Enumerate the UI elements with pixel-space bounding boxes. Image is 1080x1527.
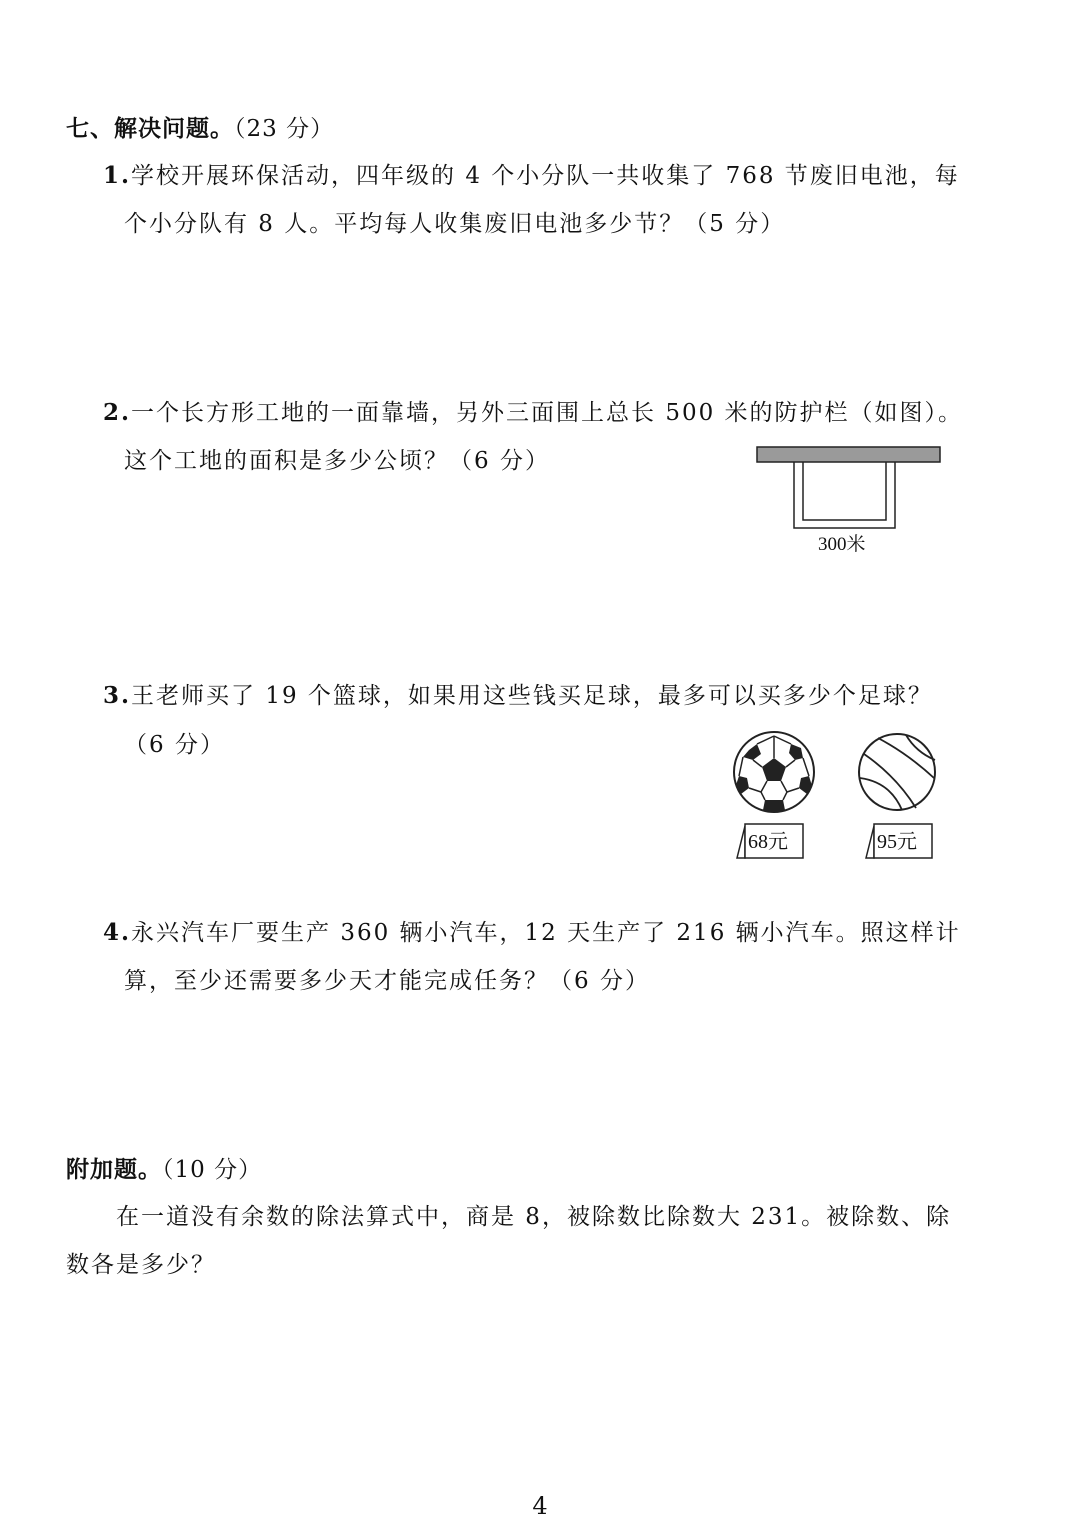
problem-1-number: 1.	[103, 162, 132, 189]
problem-2-number: 2.	[103, 399, 132, 426]
basketball-icon	[856, 732, 938, 812]
problem-3-line-1	[103, 681, 933, 711]
problem-4-text-1: 永兴汽车厂要生产 360 辆小汽车，12 天生产了 216 辆小汽车。照这样计	[131, 920, 961, 946]
problem-3-line-2: （6 分）	[124, 732, 225, 758]
problem-4-number: 4.	[103, 919, 132, 946]
basketball-price-label: 95元	[877, 831, 917, 853]
problem-1-line-2: 个小分队有 8 人。平均每人收集废旧电池多少节？（5 分）	[124, 211, 786, 237]
bonus-line-2: 数各是多少？	[66, 1252, 216, 1278]
problem-2-line-1	[103, 398, 963, 428]
fence-outer	[794, 462, 895, 528]
soccer-ball-icon	[731, 730, 817, 814]
bonus-title: 附加题。	[66, 1156, 162, 1183]
page-number: 4	[532, 1492, 548, 1520]
bonus-points: （10 分）	[162, 1157, 263, 1183]
problem-2-line-2: 这个工地的面积是多少公顷？（6 分）	[124, 448, 550, 474]
wall-fence-diagram	[756, 446, 942, 530]
bonus-line-1: 在一道没有余数的除法算式中，商是 8，被除数比除数大 231。被除数、除	[116, 1204, 952, 1230]
section-title: 七、解决问题。	[66, 115, 234, 142]
fence-length-label: 300米	[818, 534, 866, 555]
problem-1-line-1	[103, 161, 960, 191]
problem-3-text-1: 王老师买了 19 个篮球，如果用这些钱买足球，最多可以买多少个足球？	[131, 683, 933, 709]
problem-4-line-1	[103, 918, 961, 948]
problem-4-line-2: 算，至少还需要多少天才能完成任务？（6 分）	[124, 968, 650, 994]
soccer-price-label: 68元	[748, 831, 788, 853]
problem-3-number: 3.	[103, 682, 132, 709]
bonus-heading	[66, 1155, 262, 1185]
problem-1-text-1: 学校开展环保活动，四年级的 4 个小分队一共收集了 768 节废旧电池，每	[131, 163, 960, 189]
wall	[757, 447, 940, 462]
section-heading	[66, 114, 334, 144]
fence-inner	[803, 462, 886, 520]
section-points: （23 分）	[234, 116, 335, 142]
problem-2-text-1: 一个长方形工地的一面靠墙，另外三面围上总长 500 米的防护栏（如图）。	[131, 400, 964, 426]
